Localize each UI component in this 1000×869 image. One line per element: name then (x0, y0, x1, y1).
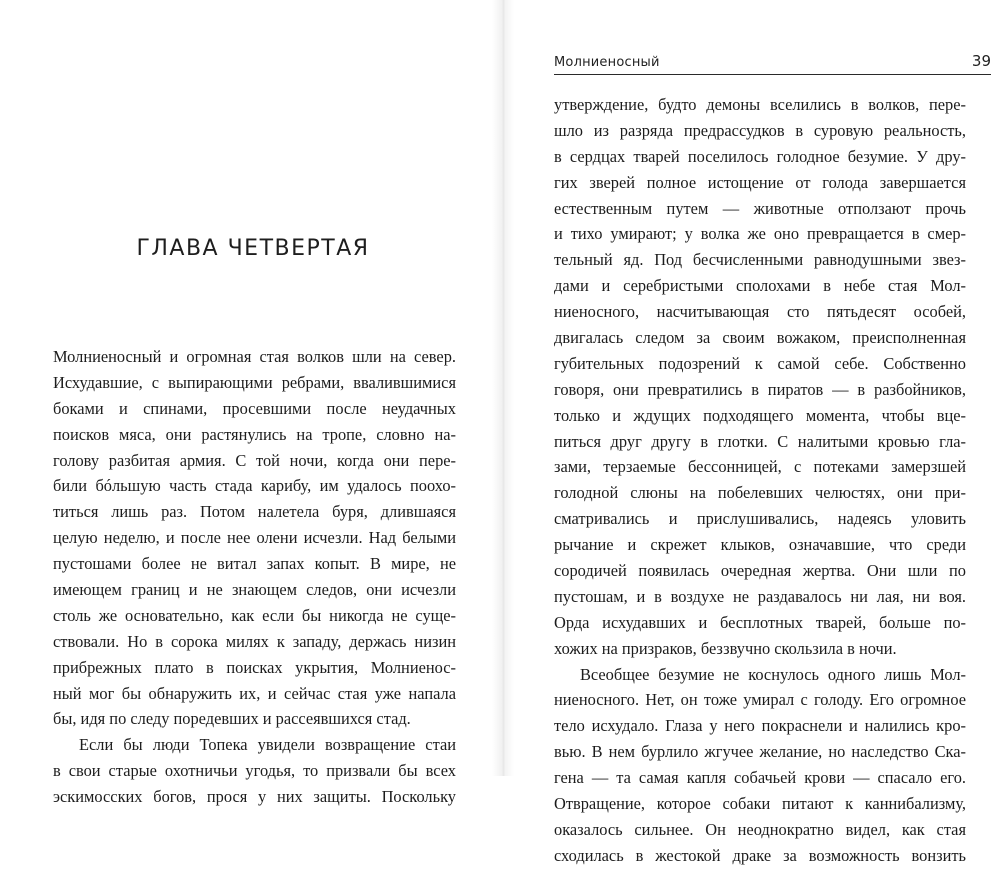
text-line: ный мог бы обнаружить их, и сейчас стая уже напала (53, 683, 456, 703)
text-line: губительных подозрений к самой себе. Собственно (554, 353, 966, 373)
text-line: поисков мяса, они растянулись на тропе, словно на- (53, 424, 456, 444)
text-line: гих зверей полное истощение от голода завершается (554, 172, 966, 192)
text-line: утверждение, будто демоны вселились в волков, пере- (554, 95, 966, 114)
text-line: тельный яд. Под бесчисленными равнодушными звез- (554, 250, 966, 270)
text-line: голову разбитая армия. С той ночи, когда они пере- (53, 450, 456, 470)
text-line: Орда исхудавших и бесплотных тварей, больше по- (554, 612, 966, 632)
text-line: рычание и скрежет клыков, означавшие, что среди (554, 535, 966, 555)
text-line: вью. В нем бурлило жгучее желание, но наследство Ска- (554, 742, 966, 762)
text-line: ниеносного, насчитывающая сто пятьдесят особей, (554, 302, 966, 322)
text-line: хожих на призраков, беззвучно скользила в ночи. (554, 638, 897, 658)
right-page (514, 0, 1000, 865)
text-line: эскимосских богов, прося у них защиты. Поскольку (53, 787, 456, 807)
text-line: голодной слюны на побелевших челюстях, они при- (554, 483, 966, 503)
text-line: титься лишь раз. Потом налетела буря, длившаяся (53, 502, 456, 522)
right-page-text (554, 92, 966, 869)
text-line: тело исхудало. Глаза у него покраснели и налились кро- (554, 716, 966, 736)
text-line: Отвращение, которое собаки питают к каннибализму, (554, 794, 966, 814)
page-number: 39 (971, 52, 991, 70)
text-line: шло из разряда предрассудков в суровую реальность, (554, 120, 966, 140)
text-line: и тихо умирают; у волка же оно превращается в смер- (554, 224, 966, 244)
left-page (0, 0, 492, 807)
text-line: естественным путем — животные отползают прочь (554, 198, 966, 218)
text-line: пустошами более не витал запах копыт. В мире, не (53, 554, 456, 574)
text-line: дами и серебристыми сполохами в небе стая Мол- (554, 276, 966, 296)
text-line: ниеносного. Нет, он тоже умирал с голоду. Его огромное (554, 690, 966, 710)
text-line: имеющем границ и не знающем следов, они исчезли (53, 580, 456, 600)
text-line: столь же основательно, как если бы никогда не суще- (53, 605, 456, 625)
text-line: пустошам, и в воздухе не раздавалось ни лая, ни воя. (554, 586, 966, 606)
text-line: Молниеносный и огромная стая волков шли на север. (53, 347, 456, 366)
text-line: ствовали. Но в сорока милях к западу, держась низин (53, 631, 456, 651)
text-line: Если бы люди Топека увидели возвращение стаи (79, 735, 456, 755)
text-line: в сердцах тварей поселилось голодное безумие. У дру- (554, 146, 966, 166)
page-gutter (492, 0, 514, 776)
text-line: сматривались и прислушивались, надеясь уловить (554, 509, 966, 529)
text-line: гена — та самая капля собачьей крови — спасало его. (554, 768, 966, 788)
text-line: зами, терзаемые бессонницей, с потеками замерзшей (554, 457, 966, 477)
text-line: сходилась в жестокой драке за возможность вонзить (554, 845, 966, 865)
text-line: бы, идя по следу поредевших и рассеявшихся стад. (53, 709, 411, 729)
text-line: прибрежных плато в поисках укрытия, Молниенос- (53, 657, 456, 677)
running-head (554, 48, 991, 75)
left-page-text (53, 344, 456, 810)
text-line: боками и спинами, просевшими после неудачных (53, 398, 456, 418)
chapter-title: ГЛАВА ЧЕТВЕРТАЯ (136, 236, 370, 261)
text-line: целую неделю, и после нее олени исчезли. Над белыми (53, 528, 456, 548)
text-line: двигалась следом за своим вожаком, преисполненная (554, 328, 966, 348)
text-line: оказалось сильнее. Он неоднократно видел, как стая (554, 819, 966, 839)
text-line: Исхудавшие, с выпирающими ребрами, ввалившимися (53, 372, 456, 392)
text-line: сородичей появилась очередная жертва. Они шли по (554, 561, 966, 581)
text-line: говоря, они превратились в пиратов — в разбойников, (554, 379, 966, 399)
text-line: только и ждущих подходящего момента, чтобы вце- (554, 405, 966, 425)
running-title: Молниеносный (554, 55, 660, 70)
text-line: в свои старые охотничьи угодья, то призвали бы всех (53, 761, 456, 781)
text-line: питься друг другу в глотки. С налитыми кровью гла- (554, 431, 966, 451)
text-line: Всеобщее безумие не коснулось одного лишь Мол- (580, 664, 966, 684)
text-line: били бóльшую часть стада карибу, им удалось поохо- (53, 476, 456, 496)
